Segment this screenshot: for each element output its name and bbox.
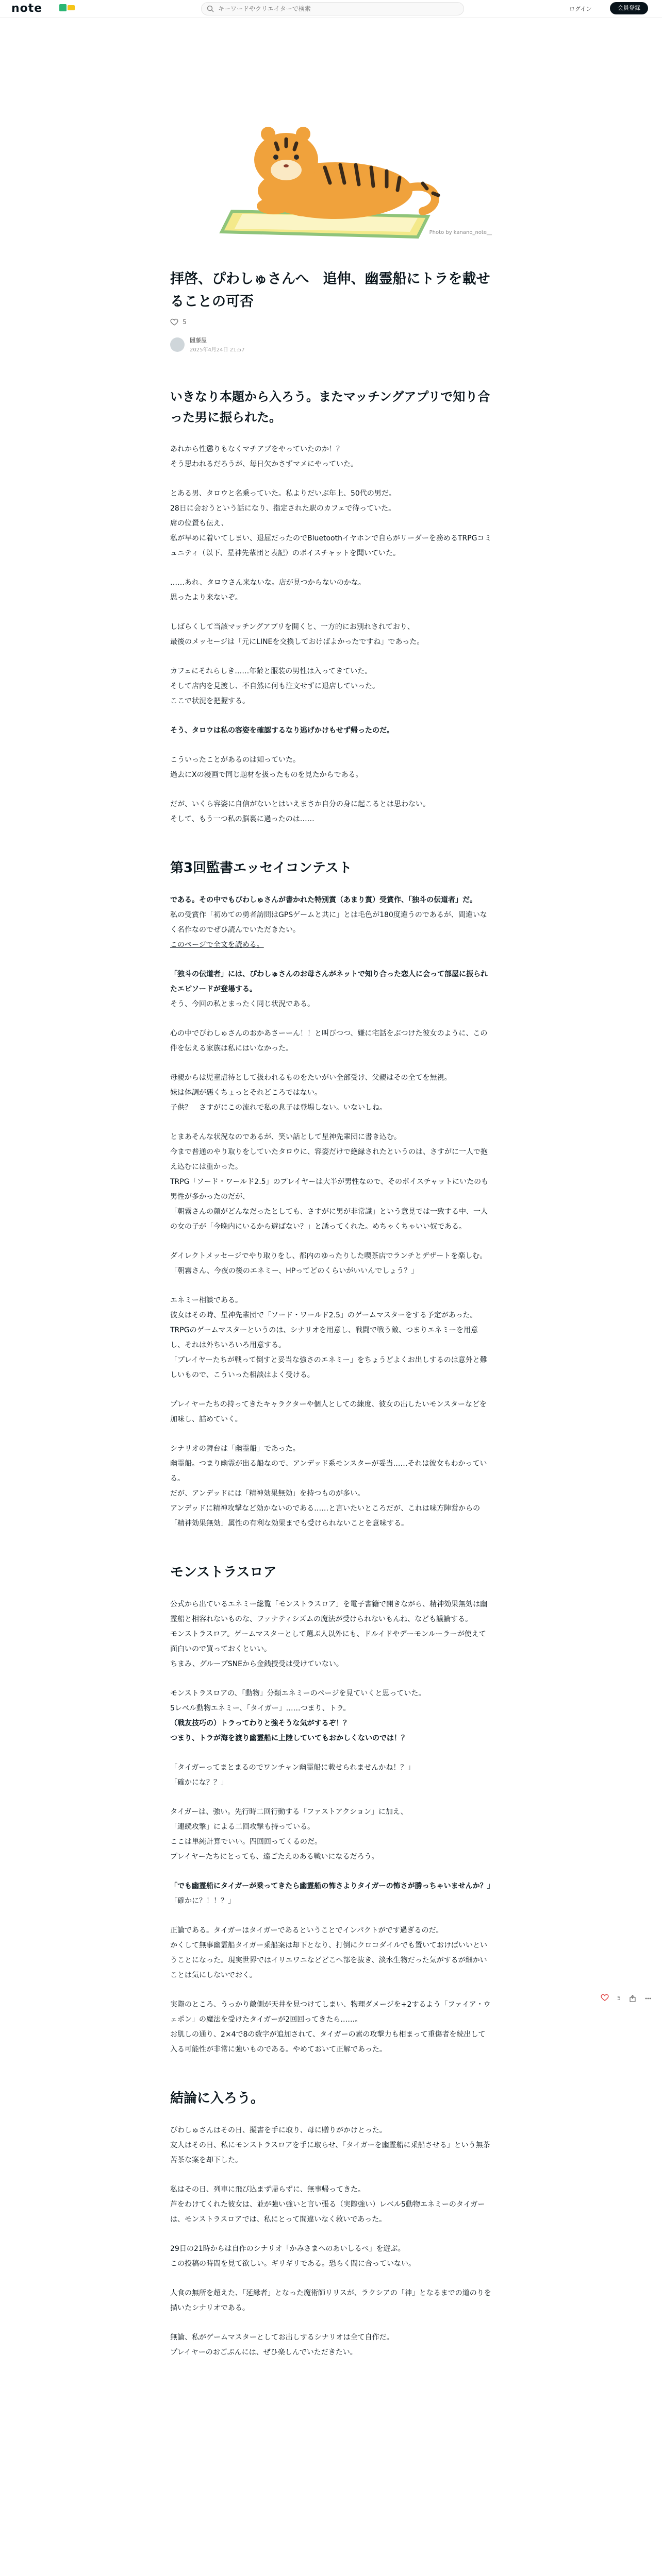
contest-section (170, 893, 492, 1531)
article-title: 拝啓、ぴわしゅさんへ 追伸、幽霊船にトラを載せることの可否 (170, 271, 490, 310)
paragraph-line: 「連続攻撃」による二回攻撃も持っている。 (170, 1823, 315, 1831)
paragraph-line: 「朝霧さんの顔がどんなだったとしても、さすがに男が非常識」という意見では一致する中、一人の女の子が「今晩内にいるから遊ばない？」と誘ってくれた。めちゃくちゃいい奴である。 (170, 1208, 488, 1231)
paragraph-line: ここで状況を把握する。 (170, 697, 250, 705)
paragraph (170, 2182, 492, 2227)
section-heading-monstrous-lore: モンストラスロア (170, 1565, 277, 1580)
paragraph-line: ここは単純計算でいい。四回回ってくるのだ。 (170, 1838, 322, 1846)
tiger-illustration (170, 82, 492, 242)
paragraph-line: 心の中でぴわしゅさんのおかあさーーん！！と叫びつつ、嫌に宅話をぶつけた彼女のように、この件を伝える家族は私にはいなかった。 (170, 1029, 488, 1053)
paragraph-line: 28日に会おうという話になり、指定された駅のカフェで待っていた。 (170, 504, 396, 513)
paragraph-line: とまあそんな状況なのであるが、笑い話として星神先輩団に書き込む。 (170, 1133, 401, 1141)
paragraph-line: 芦をわけてくれた彼女は、並が強い強いと言い張る（実際強い）レベル5動物エネミーのタイガーは、モンストラスロアでは、私にとって間違いなく救いであった。 (170, 2200, 485, 2224)
paragraph (170, 1879, 492, 1909)
author-block[interactable] (170, 336, 492, 353)
paragraph-line: 私の受賞作「初めての勇者訪問はGPSゲームと共に」とは毛色が180度違うのであるが、間違いなく名作なのでぜひ読んでいただきたい。 (170, 911, 487, 934)
paragraph-line: ちまみ、グループSNEから金銭授受は受けていない。 (170, 1660, 343, 1668)
section-heading-contest: 第3回監書エッセイコンテスト (170, 860, 352, 876)
paragraph (170, 1686, 492, 1746)
paragraph-line: だが、いくら容姿に自信がないとはいえまさか自分の身に起こるとは思わない。 (170, 800, 430, 808)
paragraph-line: アンデッドに精神攻撃など効かないのである……と言いたいところだが、これは味方陣営からの「精神効果無効」属性の有利な効果までも受けられないことを意味する。 (170, 1504, 481, 1528)
paragraph-line: 思ったより来ないぞ。 (170, 594, 242, 602)
paragraph (170, 2330, 492, 2360)
paragraph-line: 「確かに？！！？」 (170, 1897, 235, 1905)
paragraph (170, 664, 492, 709)
paragraph-line: エネミー相談である。 (170, 1296, 242, 1304)
more-icon[interactable] (644, 1995, 652, 2002)
avatar[interactable] (170, 337, 185, 352)
signup-button[interactable]: 会員登録 (610, 2, 648, 14)
paragraph-line: 過去にXの漫画で同じ題材を扱ったものを見たからである。 (170, 771, 363, 779)
paragraph-line: （戦友技巧の）トラってわりと強そうな気がするぞ！？ (170, 1719, 351, 1727)
paragraph (170, 1597, 492, 1672)
paragraph (170, 442, 492, 472)
paragraph (170, 1805, 492, 1865)
side-like-button[interactable] (601, 1994, 609, 2003)
paragraph (170, 1071, 492, 1115)
paragraph-line: あれから性懲りもなくマチアプをやっていたのか！？ (170, 445, 343, 453)
paragraph-line: 幽霊船。つまり幽霊が出る船なので、アンデッド系モンスターが妥当……それは彼女もわかっている。 (170, 1460, 487, 1483)
paragraph-line: プレイヤーのおごぶんには、ぜひ楽しんでいただきたい。 (170, 2348, 357, 2357)
paragraph-line: 母親からは児童虐待として扱われるものをたいがい全部受け、父親はその全てを無視。 (170, 1074, 452, 1082)
paragraph-line: 席の位置も伝え、 (170, 519, 228, 528)
paragraph (170, 1293, 492, 1383)
paragraph-line: お肌しの通り、2×4で8の数字が追加されて、タイガーの素の攻撃力も相まって重傷者を続出して入る可能性が非常に強いものである。やめておいて正解であった。 (170, 2030, 486, 2054)
paragraph-line: とある男、タロウと名乗っていた。私よりだいぶ年上、50代の男だ。 (170, 489, 396, 498)
monstrous-lore-section (170, 1597, 492, 2057)
section-heading-conclusion: 結論に入ろう。 (170, 2091, 264, 2106)
paragraph-line: 妹は体調が悪くちょっとそれどころではない。 (170, 1089, 322, 1097)
paragraph (170, 620, 492, 650)
paragraph (170, 1760, 492, 1790)
paragraph-line: 「タイガーってまとまるのでワンチャン幽霊船に載せられませんかね！？」 (170, 1764, 415, 1772)
paragraph (170, 1923, 492, 1983)
paragraph-line: 「確かにな？？」 (170, 1778, 228, 1787)
paragraph-line: 5レベル動物エネミー、「タイガー」……つまり、トラ。 (170, 1704, 351, 1713)
paragraph-line: かくして無事幽霊船タイガー乗船案は却下となり、打倒にクロコダイルでも置いておけばいいということになった。現実世界ではイリエワニなどどこへ部を抜き、淡水生物だった気がするが細かいことは気にしないでおく。 (170, 1941, 488, 1979)
campaign-badge-icon (59, 3, 78, 13)
paragraph-line: 友人はその日、私にモンストラスロアを手に取らせ、「タイガーを幽霊船に乗船させる」という無茶苦茶な案を却下した。 (170, 2141, 490, 2164)
article-body (170, 442, 492, 709)
side-like-count: 5 (617, 1995, 621, 2002)
paragraph (170, 1130, 492, 1234)
paragraph-line: 公式から出ているエネミー総覧「モンストラスロア」を電子書籍で開きながら、精神効果無効は幽霊船と相容れないものな、ファナティシズムの魔法が受けられないもんね、なども議論する。 (170, 1600, 488, 1623)
paragraph (170, 893, 492, 953)
paragraph (170, 967, 492, 1012)
title-like-row (170, 318, 492, 326)
paragraph-line: カフェにそれらしき……年齢と服装の男性は入ってきていた。 (170, 667, 372, 675)
paragraph-line: そして、もう一つ私の脳裏に過ったのは…… (170, 815, 315, 823)
paragraph-line: そして店内を見渡し、不自然に何も注文せずに退店していった。 (170, 682, 379, 690)
paragraph-line: シナリオの舞台は「幽霊船」であった。 (170, 1445, 300, 1453)
search-bar[interactable] (201, 2, 464, 15)
paragraph (170, 1397, 492, 1427)
paragraph-line: 「でも幽霊船にタイガーが乗ってきたら幽霊船の怖さよりタイガーの怖さが勝っちゃいませんか？」 (170, 1882, 494, 1890)
heart-icon (601, 1994, 609, 2001)
note-logo[interactable]: note (11, 2, 43, 15)
paragraph-line: つまり、トラが海を渡り幽霊船に上陸していてもおかしくないのでは！？ (170, 1734, 408, 1742)
paragraph (170, 2286, 492, 2316)
lead-heading: いきなり本題から入ろう。またマッチングアプリで知り合った男に振られた。 (170, 389, 490, 425)
paragraph-line: である。その中でもぴわしゅさんが書かれた特別賞（あまり賞）受賞作、「独斗の伝道者」だ。 (170, 896, 477, 904)
paragraph-line: そう、今回の私とまったく同じ状況である。 (170, 1000, 315, 1008)
paragraph-line: 無論、私がゲームマスターとしてお出しするシナリオは全て自作だ。 (170, 2333, 394, 2342)
paragraph (170, 2123, 492, 2168)
paragraph-line: 「独斗の伝道者」には、ぴわしゅさんのお母さんがネットで知り合った恋人に会って部屋に振られたエピソードが登場する。 (170, 970, 488, 993)
paragraph-line[interactable]: このページで全文を読める。 (170, 941, 264, 949)
paragraph-line: 最後のメッセージは「元にLINEを交換しておけばよかったですね」であった。 (170, 638, 424, 646)
paragraph-line: 子供？ さすがにこの流れで私の息子は登場しない。いないしね。 (170, 1104, 387, 1112)
paragraph-line: だが、アンデッドには「精神効果無効」を持つものが多い。 (170, 1489, 365, 1498)
paragraph-line: 彼女はその時、星神先輩団で「ソード・ワールド2.5」のゲームマスターをする予定があった。 (170, 1311, 477, 1319)
paragraph-line: 今まで普通のやり取りをしていたタロウに、容姿だけで絶縁されたというのは、さすがに一人で抱え込むには重かった。 (170, 1148, 488, 1171)
like-count: 5 (183, 318, 187, 326)
paragraph-line: プレイヤーたちの持ってきたキャラクターや個人としての練度、彼女の出したいモンスターなどを加味し、詰めていく。 (170, 1400, 487, 1423)
paragraph-line: モンストラスロアの、「動物」分類エネミーのページを見ていくと思っていた。 (170, 1689, 426, 1698)
paragraph-line: 正論である。タイガーはタイガーであるということでインパクトがです過ぎるのだ。 (170, 1926, 443, 1935)
author-name[interactable]: 闇藤屋 (190, 337, 207, 344)
paragraph-line: 私が早めに着いてしまい、退屈だったのでBluetoothイヤホンで自らがリーダーを務めるTRPGコミュニティ（以下、星神先輩団と表記）のボイスチャットを聞いていた。 (170, 534, 492, 557)
top-navigation-bar (0, 0, 662, 18)
paragraph-line: 人食の無所を超えた、「延縁者」となった魔術師リリスが、ラクシアの「神」となるまでの道のりを描いたシナリオである。 (170, 2289, 491, 2312)
search-icon (207, 5, 214, 12)
search-input[interactable] (218, 4, 455, 13)
paragraph-line: 「プレイヤーたちが戦って倒すと妥当な強さのエネミー」をちょうどよくお出しするのは意外と難しいもので、こういった相談はよく受ける。 (170, 1356, 487, 1379)
conclusion-section (170, 2123, 492, 2360)
paragraph-line: こういったことがあるのは知っていた。 (170, 756, 300, 764)
share-icon[interactable] (629, 1995, 636, 2002)
paragraph (170, 1026, 492, 1056)
photo-credit[interactable]: Photo by kanano_note__ (429, 230, 492, 235)
paragraph-line: モンストラスロア。ゲームマスターとして選ぶ人以外にも、ドルイドやデーモンルーラーが使えて面白いので買っておくといい。 (170, 1630, 486, 1653)
paragraph (170, 486, 492, 561)
side-action-bar (601, 1994, 652, 2003)
paragraph (170, 575, 492, 605)
paragraph-line: 29日の21時からは自作のシナリオ「かみさまへのあいしるべ」を遊ぶ。 (170, 2245, 405, 2253)
heart-icon[interactable] (170, 318, 178, 326)
bold-paragraph: そう、タロウは私の容姿を確認するなり逃げかけもせず帰ったのだ。 (170, 726, 394, 735)
paragraph (170, 797, 492, 827)
paragraph-line: ……あれ、タロウさん来ないな。店が見つからないのかな。 (170, 579, 366, 587)
paragraph (170, 753, 492, 783)
paragraph-line: ぴわしゅさんはその日、擬書を手に取り、母に贈りがかけとった。 (170, 2126, 387, 2134)
paragraph-line: ダイレクトメッセージでやり取りをし、都内のゆったりした喫茶店でランチとデザートを楽しむ。 (170, 1252, 487, 1260)
login-button[interactable]: ログイン (569, 6, 592, 12)
paragraph-line: TRPG「ソード・ワールド2.5」のプレイヤーは大半が男性なので、そのポイスチャットにいたのも男性が多かったのだが、 (170, 1178, 489, 1201)
paragraph (170, 1442, 492, 1531)
paragraph (170, 1249, 492, 1279)
article-body-2 (170, 753, 492, 827)
paragraph-line: しばらくして当該マッチングアプリを開くと、一方的にお別れされており、 (170, 623, 415, 631)
paragraph-line: タイガーは、強い。先行時二回行動する「ファストアクション」に加え、 (170, 1808, 408, 1816)
article (170, 268, 492, 2360)
paragraph-line: 私はその日、列車に飛び込まず帰らずに、無事帰ってきた。 (170, 2185, 365, 2194)
paragraph-line: 「朝霧さん、今夜の後のエネミー、HPってどのくらいがいいんでしょう？」 (170, 1267, 419, 1275)
paragraph-line: TRPGのゲームマスターというのは、シナリオを用意し、戦闘で戦う敵、つまりエネミーを用意し、それは外ちいろいろ用意する。 (170, 1326, 478, 1349)
paragraph (170, 2242, 492, 2272)
paragraph-line: プレイヤーたちにとっても、遠ごたえのある戦いになるだろう。 (170, 1853, 379, 1861)
paragraph-line: そう思われるだろうが、毎日欠かさずマメにやっていた。 (170, 460, 358, 468)
paragraph (170, 1997, 492, 2057)
paragraph-line: 実際のところ、うっかり敵側が天井を見つけてしまい、物理ダメージを+2するよう「ファイア・ウェポン」の魔法を受けたタイガーが2回回ってきたら……。 (170, 2001, 491, 2024)
publish-date: 2025年4月24日 21:57 (190, 347, 245, 353)
paragraph-line: この投稿の時間を見て欲しい。ギリギリである。恐らく間に合っていない。 (170, 2260, 416, 2268)
